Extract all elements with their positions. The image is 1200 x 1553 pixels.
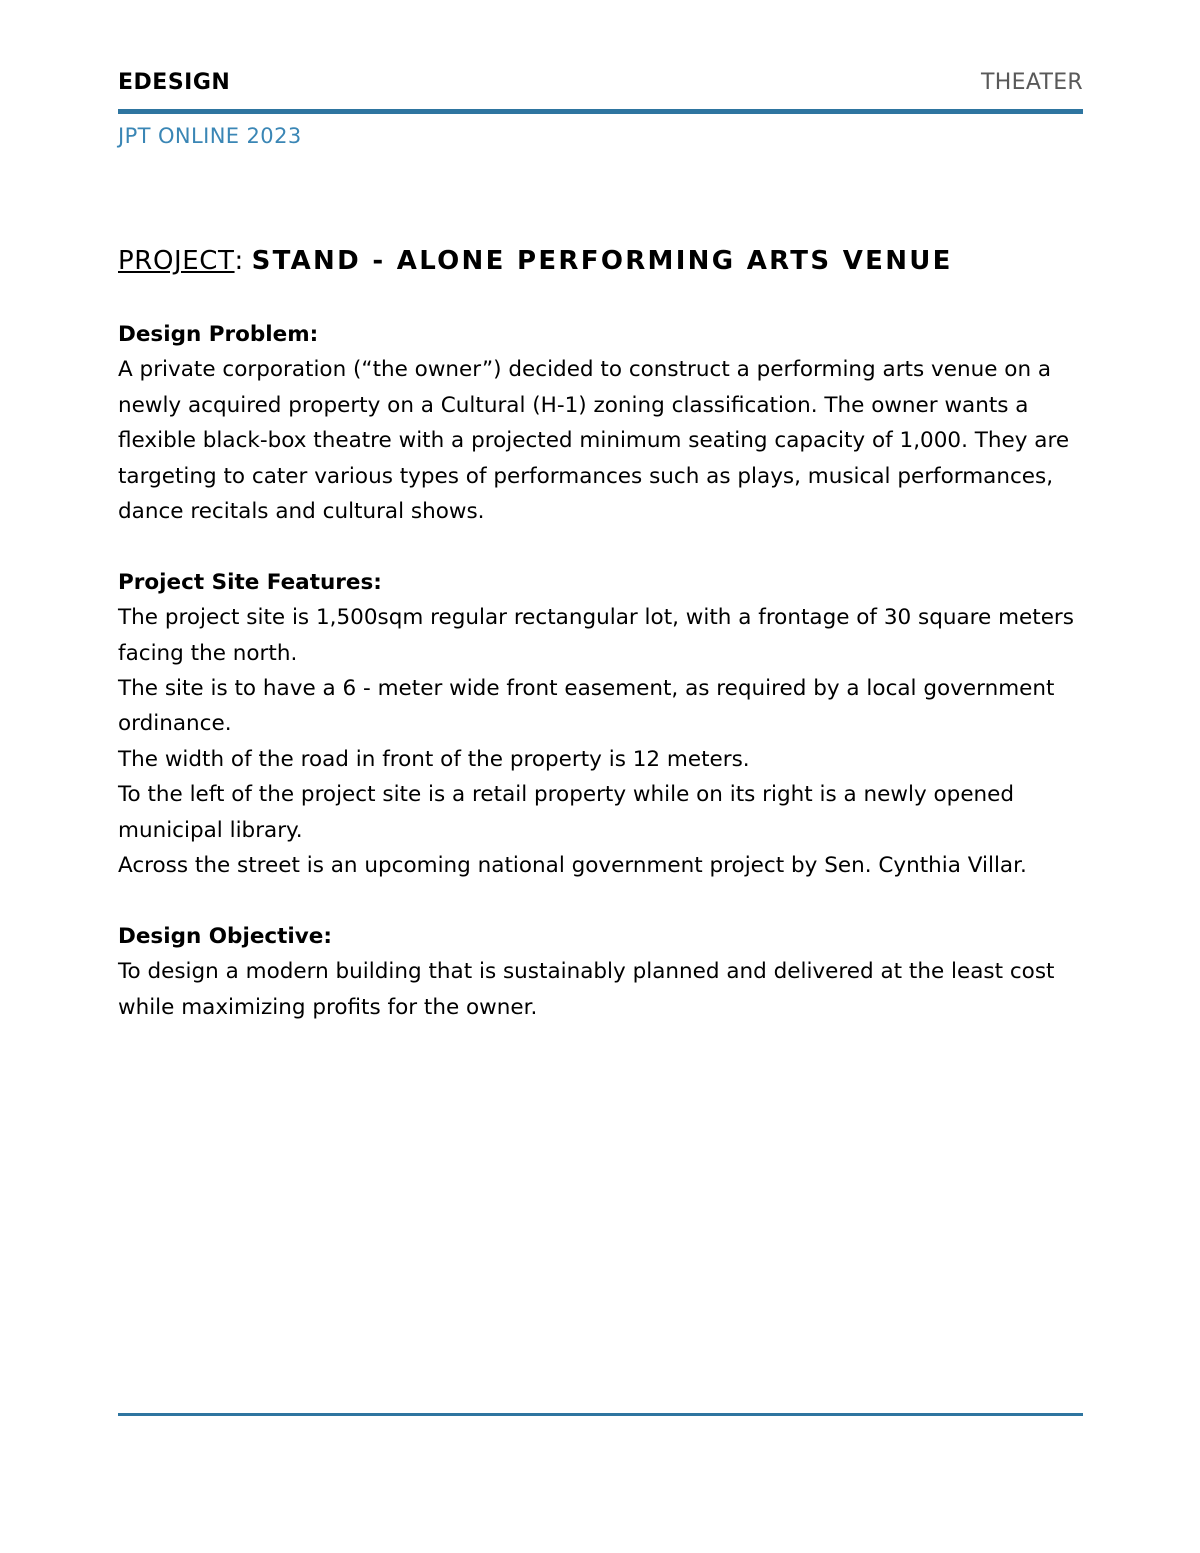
footer-divider xyxy=(118,1413,1083,1416)
site-features-paragraph: To the left of the project site is a retail property while on its right is a newly opened municipal library. xyxy=(118,782,1015,843)
document-body xyxy=(118,317,1083,1060)
document-page xyxy=(118,0,1083,1553)
header-divider xyxy=(118,109,1083,114)
design-objective-paragraph: To design a modern building that is sustainably planned and delivered at the least cost while maximizing profits for the owner. xyxy=(118,959,1055,1020)
section-label: THEATER xyxy=(981,70,1083,95)
design-objective-heading: Design Objective: xyxy=(118,923,332,949)
site-features-heading: Project Site Features: xyxy=(118,569,382,595)
site-features-paragraph: The project site is 1,500sqm regular rectangular lot, with a frontage of 30 square meters facing the north. xyxy=(118,605,1074,666)
site-features-paragraph: Across the street is an upcoming national government project by Sen. Cynthia Villar. xyxy=(118,853,1027,879)
brand-name: EDESIGN xyxy=(118,70,231,95)
site-features-paragraph: The width of the road in front of the property is 12 meters. xyxy=(118,746,750,772)
project-title-name: STAND - ALONE PERFORMING ARTS VENUE xyxy=(251,246,953,276)
design-problem-paragraph: A private corporation (“the owner”) decided to construct a performing arts venue on a newly acquired property on a Cultural (H-1) zoning classification. The owner wants a flexible black-box theatre with a projected minimum seating capacity of 1,000. They are targeting to cater various types of performances such as plays, musical performances, dance recitals and cultural shows. xyxy=(118,357,1070,525)
design-problem-heading: Design Problem: xyxy=(118,322,319,347)
project-title-separator: : xyxy=(234,246,252,276)
project-title xyxy=(118,246,1083,276)
design-objective-section xyxy=(118,919,1083,1025)
subheader: JPT ONLINE 2023 xyxy=(118,124,302,148)
page-header xyxy=(118,70,1083,100)
design-problem-section xyxy=(118,317,1083,529)
site-features-paragraph: The site is to have a 6 - meter wide front easement, as required by a local government ordinance. xyxy=(118,676,1055,737)
project-title-prefix: PROJECT xyxy=(118,246,235,276)
site-features-section xyxy=(118,565,1083,884)
